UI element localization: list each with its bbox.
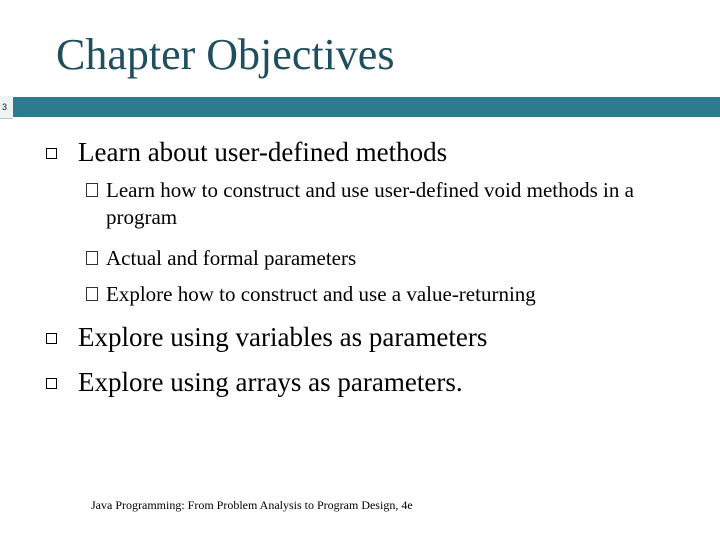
bullet-text: Explore using arrays as parameters.	[78, 367, 463, 397]
square-bullet-icon	[86, 251, 98, 265]
title-divider	[0, 96, 720, 118]
accent-bar	[13, 97, 720, 117]
bullet-item	[46, 134, 447, 170]
sub-bullet-text: Learn how to construct and use user-defined void methods in a program	[106, 178, 634, 229]
slide-footer: Java Programming: From Problem Analysis to Program Design, 4e	[91, 498, 413, 512]
bullet-text: Explore using variables as parameters	[78, 322, 488, 352]
bullet-item	[46, 319, 487, 355]
square-bullet-icon	[46, 378, 57, 389]
slide-title: Chapter Objectives	[56, 30, 395, 79]
square-bullet-icon	[86, 183, 98, 197]
slide-number: 3	[2, 102, 8, 112]
sub-bullet-item	[86, 245, 651, 272]
bullet-text: Learn about user-defined methods	[78, 137, 448, 167]
sub-bullet-item	[86, 177, 651, 231]
square-bullet-icon	[46, 148, 57, 159]
sub-bullet-text: Actual and formal parameters	[106, 246, 357, 270]
sub-bullet-item	[86, 281, 651, 308]
square-bullet-icon	[46, 333, 57, 344]
bullet-item	[46, 364, 463, 400]
square-bullet-icon	[86, 287, 98, 301]
sub-bullet-text: Explore how to construct and use a value-returning	[106, 282, 536, 306]
slide-number-tab	[0, 96, 13, 119]
